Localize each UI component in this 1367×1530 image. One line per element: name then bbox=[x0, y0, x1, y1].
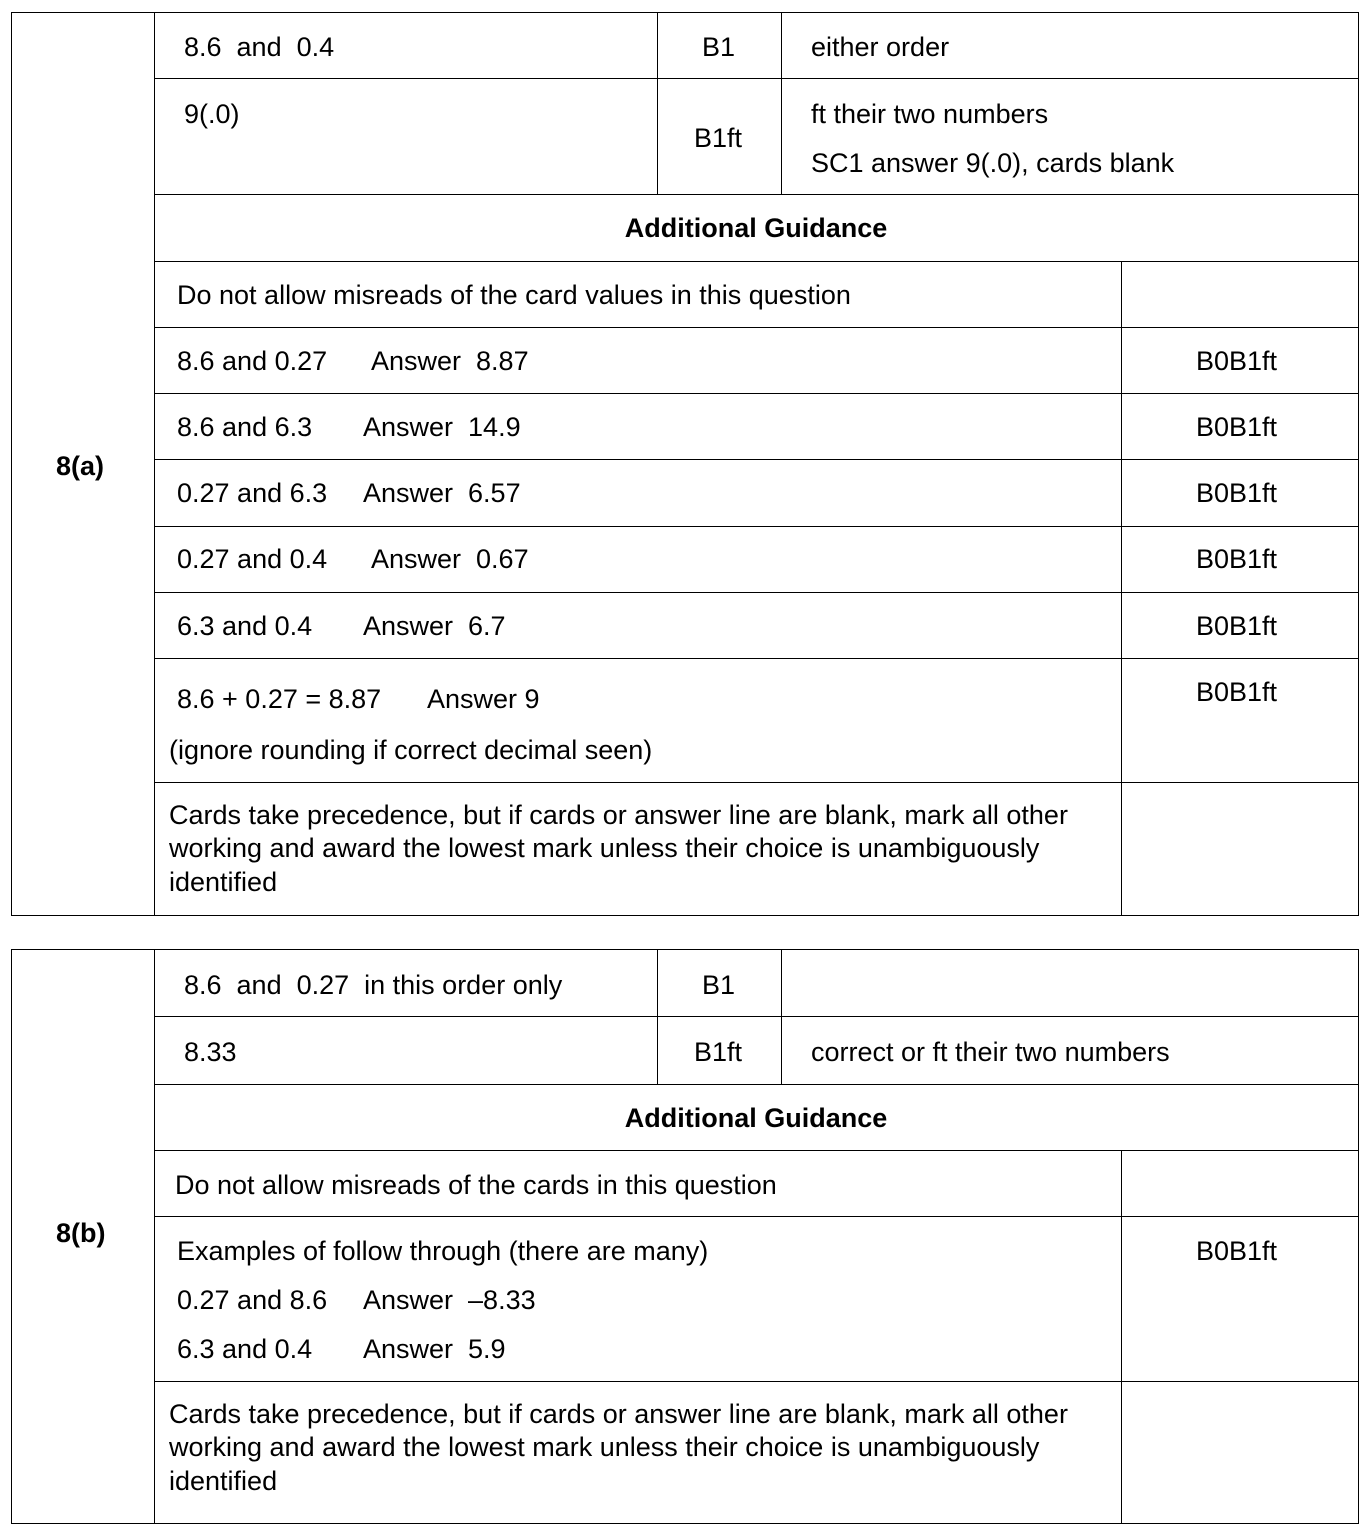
example-answer: Answer 14.9 bbox=[363, 412, 521, 442]
example-answer: Answer 6.57 bbox=[363, 478, 521, 508]
example-answer: Answer 8.87 bbox=[371, 346, 529, 376]
mark-cell: B1 bbox=[702, 970, 736, 1000]
rounding-calc: 8.6 + 0.27 = 8.87 bbox=[177, 684, 382, 714]
guidance-heading: Additional Guidance bbox=[624, 213, 888, 243]
guidance-intro: Do not allow misreads of the card values in this question bbox=[177, 280, 851, 310]
example-pair: 8.6 and 0.27 bbox=[177, 346, 328, 376]
answer-cell: 8.6 and 0.4 bbox=[184, 32, 335, 62]
example-mark: B0B1ft bbox=[1196, 412, 1278, 442]
example-pair: 6.3 and 0.4 bbox=[177, 611, 313, 641]
example-pair: 0.27 and 0.4 bbox=[177, 544, 328, 574]
mark-scheme-table-8b bbox=[11, 949, 1359, 1524]
mark-cell: B1 bbox=[702, 32, 736, 62]
example-pair: 8.6 and 6.3 bbox=[177, 412, 313, 442]
precedence-note: Cards take precedence, but if cards or answer line are blank, mark all other working and award the lowest mark unless their choice is unambiguously identified bbox=[169, 1399, 1068, 1496]
answer-cell: 8.33 bbox=[184, 1037, 237, 1067]
example-mark: B0B1ft bbox=[1196, 677, 1278, 707]
precedence-note: Cards take precedence, but if cards or answer line are blank, mark all other working and award the lowest mark unless their choice is unambiguously identified bbox=[169, 800, 1068, 897]
answer-cell: 9(.0) bbox=[184, 99, 240, 129]
example-answer: Answer 6.7 bbox=[363, 611, 506, 641]
guidance-heading: Additional Guidance bbox=[624, 1103, 888, 1133]
example-pair: 0.27 and 6.3 bbox=[177, 478, 328, 508]
question-number: 8(b) bbox=[56, 1218, 106, 1248]
example-row bbox=[177, 610, 506, 643]
example-answer: Answer 5.9 bbox=[363, 1334, 506, 1364]
mark-cell: B1ft bbox=[694, 123, 743, 153]
guidance-intro: Do not allow misreads of the cards in this question bbox=[175, 1170, 777, 1200]
rounding-answer: Answer 9 bbox=[427, 684, 540, 714]
example-pair: 0.27 and 8.6 bbox=[177, 1285, 328, 1315]
comment-cell: ft their two numbers bbox=[811, 99, 1049, 129]
example-row bbox=[177, 543, 529, 576]
example-mark: B0B1ft bbox=[1196, 1236, 1278, 1266]
example-row bbox=[177, 345, 529, 378]
mark-scheme-table-8a bbox=[11, 12, 1359, 916]
comment-cell: either order bbox=[811, 32, 950, 62]
answer-cell: 8.6 and 0.27 in this order only bbox=[184, 970, 563, 1000]
example-answer: Answer 0.67 bbox=[371, 544, 529, 574]
rounding-example-line2: (ignore rounding if correct decimal seen) bbox=[169, 735, 653, 765]
comment-cell: SC1 answer 9(.0), cards blank bbox=[811, 148, 1175, 178]
example-mark: B0B1ft bbox=[1196, 346, 1278, 376]
comment-cell: correct or ft their two numbers bbox=[811, 1037, 1170, 1067]
example-pair: 6.3 and 0.4 bbox=[177, 1334, 313, 1364]
mark-cell: B1ft bbox=[694, 1037, 743, 1067]
follow-through-example bbox=[177, 1284, 536, 1317]
example-row bbox=[177, 411, 521, 444]
rounding-example-line1 bbox=[177, 683, 540, 716]
follow-through-heading: Examples of follow through (there are many) bbox=[177, 1236, 709, 1266]
example-mark: B0B1ft bbox=[1196, 544, 1278, 574]
example-row bbox=[177, 477, 521, 510]
example-answer: Answer –8.33 bbox=[363, 1285, 536, 1315]
example-mark: B0B1ft bbox=[1196, 478, 1278, 508]
example-mark: B0B1ft bbox=[1196, 611, 1278, 641]
question-number: 8(a) bbox=[56, 451, 105, 481]
follow-through-example bbox=[177, 1333, 506, 1366]
